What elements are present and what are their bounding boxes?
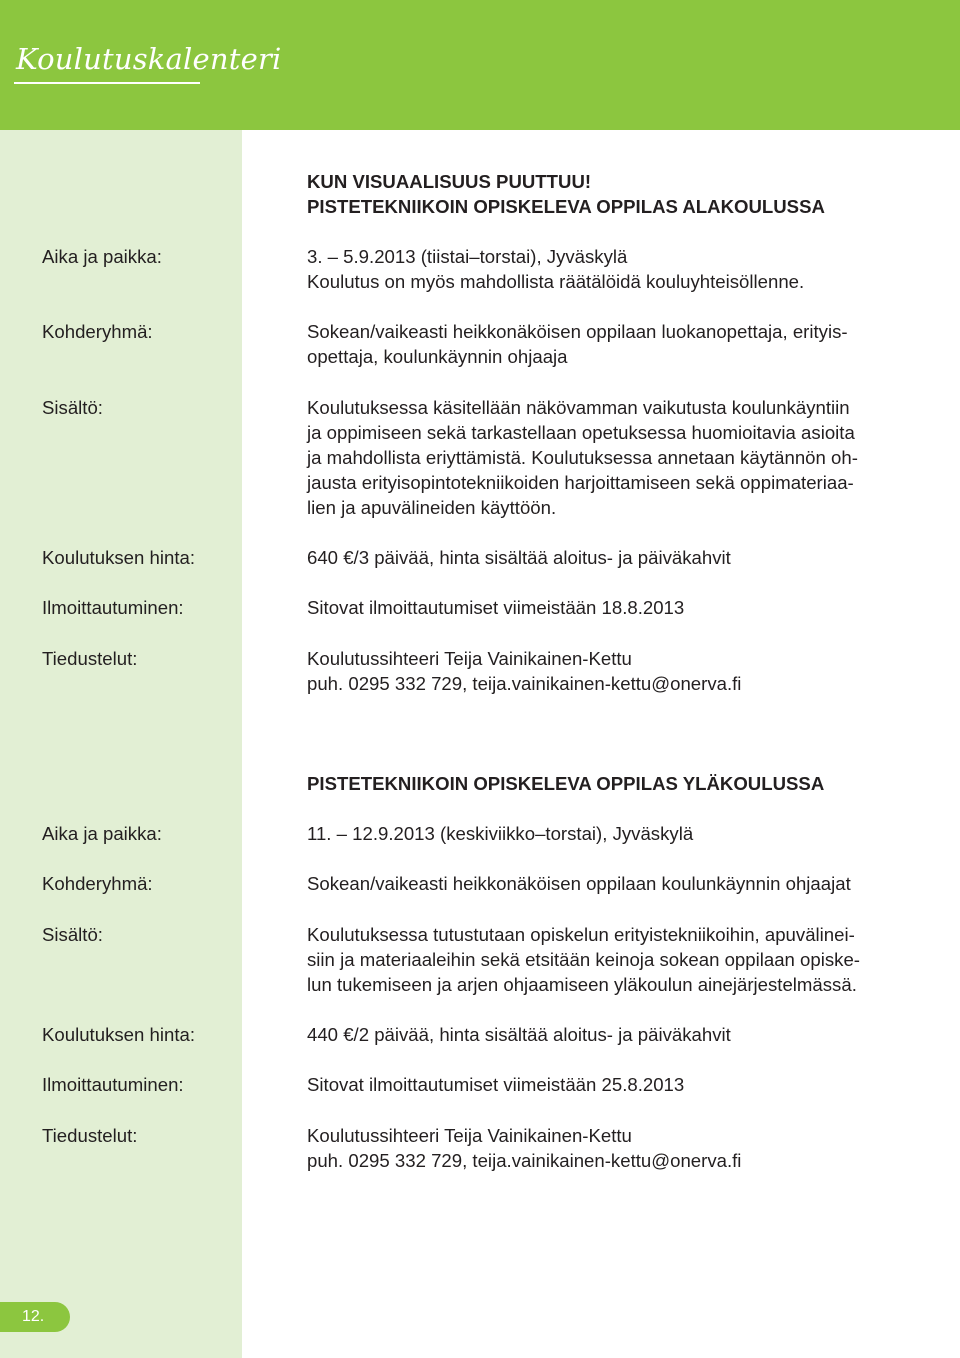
value-line: Koulutus on myös mahdollista räätälöidä kouluyhteisöllenne. [307, 271, 805, 292]
label-registration: Ilmoittautuminen: [42, 1074, 184, 1095]
value-line: opettaja, koulunkäynnin ohjaaja [307, 346, 568, 367]
value-line: Sitovat ilmoittautumiset viimeistään 25.8.2013 [307, 1074, 685, 1095]
course-title-line: PISTETEKNIIKOIN OPISKELEVA OPPILAS YLÄKOULUSSA [307, 773, 825, 794]
value-line: Koulutuksessa tutustutaan opiskelun erityistekniikoihin, apuvälinei- [307, 924, 855, 945]
label-time-place: Aika ja paikka: [42, 246, 162, 267]
label-content: Sisältö: [42, 397, 103, 418]
label-price: Koulutuksen hinta: [42, 547, 195, 568]
value-line: Sokean/vaikeasti heikkonäköisen oppilaan luokanopettaja, erityis- [307, 321, 848, 342]
value-line: 640 €/3 päivää, hinta sisältää aloitus- ja päiväkahvit [307, 547, 731, 568]
value-line: Koulutussihteeri Teija Vainikainen-Kettu [307, 648, 632, 669]
label-time-place: Aika ja paikka: [42, 823, 162, 844]
value-line: 440 €/2 päivää, hinta sisältää aloitus- ja päiväkahvit [307, 1024, 731, 1045]
title-underline [14, 82, 200, 84]
label-price: Koulutuksen hinta: [42, 1024, 195, 1045]
label-inquiries: Tiedustelut: [42, 1125, 138, 1146]
label-sidebar [0, 130, 242, 1358]
value-line: lien ja apuvälineiden käyttöön. [307, 497, 557, 518]
value-line: Koulutussihteeri Teija Vainikainen-Kettu [307, 1125, 632, 1146]
label-target-group: Kohderyhmä: [42, 873, 153, 894]
course-title-line: PISTETEKNIIKOIN OPISKELEVA OPPILAS ALAKOULUSSA [307, 196, 825, 217]
label-target-group: Kohderyhmä: [42, 321, 153, 342]
value-line: puh. 0295 332 729, teija.vainikainen-kettu@onerva.fi [307, 673, 742, 694]
value-line: Sokean/vaikeasti heikkonäköisen oppilaan koulunkäynnin ohjaajat [307, 873, 851, 894]
value-line: 11. – 12.9.2013 (keskiviikko–torstai), Jyväskylä [307, 823, 694, 844]
label-content: Sisältö: [42, 924, 103, 945]
page-header [0, 0, 960, 130]
value-line: Sitovat ilmoittautumiset viimeistään 18.8.2013 [307, 597, 685, 618]
label-inquiries: Tiedustelut: [42, 648, 138, 669]
value-line: Koulutuksessa käsitellään näkövamman vaikutusta koulunkäyntiin [307, 397, 850, 418]
page-number-badge: 12. [0, 1302, 70, 1332]
value-line: jausta erityisopintotekniikoiden harjoittamiseen sekä oppimateriaa- [307, 472, 854, 493]
value-line: lun tukemiseen ja arjen ohjaamiseen yläkoulun ainejärjestelmässä. [307, 974, 857, 995]
section-title: Koulutuskalenteri [16, 42, 282, 76]
value-line: ja mahdollista eriyttämistä. Koulutuksessa annetaan käytännön oh- [307, 447, 858, 468]
value-line: puh. 0295 332 729, teija.vainikainen-kettu@onerva.fi [307, 1150, 742, 1171]
value-line: ja oppimiseen sekä tarkastellaan opetuksessa huomioitavia asioita [307, 422, 855, 443]
course-title-line: KUN VISUAALISUUS PUUTTUU! [307, 171, 592, 192]
value-line: 3. – 5.9.2013 (tiistai–torstai), Jyväskylä [307, 246, 628, 267]
label-registration: Ilmoittautuminen: [42, 597, 184, 618]
value-line: siin ja materiaaleihin sekä etsitään keinoja sokean oppilaan opiske- [307, 949, 860, 970]
